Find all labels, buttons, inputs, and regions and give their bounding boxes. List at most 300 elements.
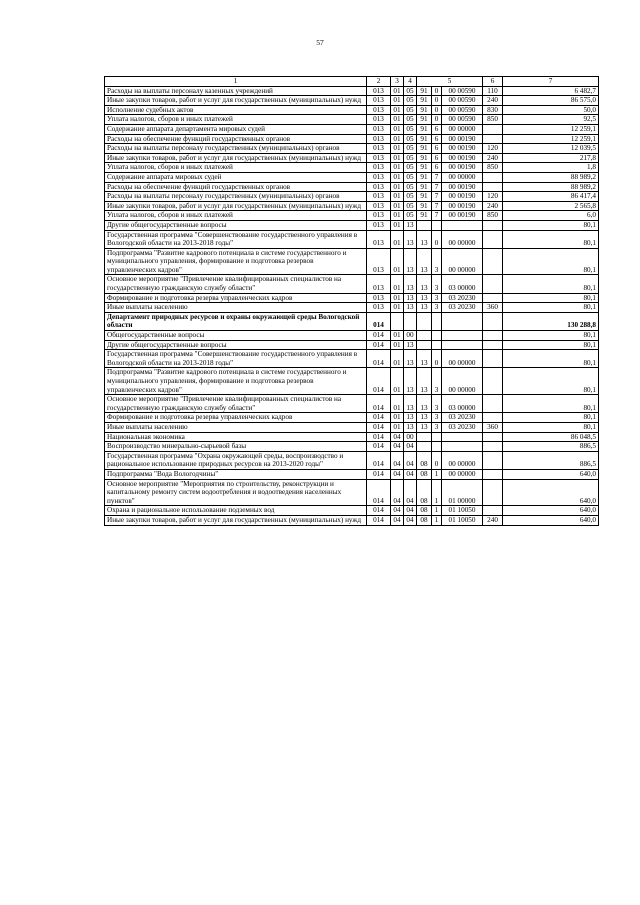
row-name: Государственная программа "Охрана окружающей среды, воспроизводство и рациональное использование природных ресурсов на 2013-2020 годы" — [105, 451, 367, 469]
row-name: Формирование и подготовка резерва управленческих кадров — [105, 413, 367, 423]
code-expense-type: 850 — [483, 211, 503, 221]
code-section: 04 — [391, 515, 404, 525]
code-expense-type: 360 — [483, 422, 503, 432]
code-subprogram: 1 — [432, 479, 442, 506]
code-subprogram: 7 — [432, 172, 442, 182]
code-section: 01 — [391, 422, 404, 432]
code-ministry: 014 — [367, 413, 391, 423]
code-section: 01 — [391, 124, 404, 134]
code-subsection: 05 — [404, 124, 417, 134]
table-row — [105, 182, 599, 192]
code-section: 01 — [391, 86, 404, 96]
code-subprogram: 6 — [432, 163, 442, 173]
code-subsection: 13 — [404, 248, 417, 275]
code-subsection: 05 — [404, 105, 417, 115]
code-item: 00 00000 — [442, 469, 483, 479]
code-subsection: 13 — [404, 230, 417, 248]
code-subprogram: 6 — [432, 134, 442, 144]
code-section: 01 — [391, 303, 404, 313]
code-subprogram: 3 — [432, 248, 442, 275]
code-ministry: 013 — [367, 105, 391, 115]
code-item — [442, 340, 483, 350]
code-program: 13 — [417, 395, 432, 413]
row-name: Общегосударственные вопросы — [105, 331, 367, 341]
code-program: 91 — [417, 86, 432, 96]
row-amount: 80,1 — [503, 395, 599, 413]
code-expense-type — [483, 124, 503, 134]
table-row — [105, 340, 599, 350]
header-cell: 2 — [367, 77, 391, 87]
code-item: 00 00000 — [442, 230, 483, 248]
row-amount: 86 575,0 — [503, 96, 599, 106]
code-expense-type — [483, 331, 503, 341]
row-name: Основное мероприятие "Привлечение квалифицированных специалистов на государственную гражданскую службу области" — [105, 395, 367, 413]
code-program: 08 — [417, 515, 432, 525]
code-section: 04 — [391, 432, 404, 442]
code-ministry: 014 — [367, 340, 391, 350]
header-cell: 1 — [105, 77, 367, 87]
code-subprogram: 0 — [432, 451, 442, 469]
code-section: 01 — [391, 293, 404, 303]
code-subprogram: 7 — [432, 201, 442, 211]
code-subsection: 04 — [404, 506, 417, 516]
code-program: 13 — [417, 293, 432, 303]
code-section: 01 — [391, 350, 404, 368]
code-expense-type: 240 — [483, 201, 503, 211]
code-subsection: 05 — [404, 153, 417, 163]
code-program: 13 — [417, 275, 432, 293]
header-cell: 4 — [404, 77, 417, 87]
code-subsection: 13 — [404, 275, 417, 293]
code-item: 00 00590 — [442, 86, 483, 96]
code-section: 01 — [391, 211, 404, 221]
header-cell: 5 — [417, 77, 483, 87]
row-name: Национальная экономика — [105, 432, 367, 442]
code-subsection: 05 — [404, 96, 417, 106]
row-name: Подпрограмма "Развитие кадрового потенциала в системе государственного и муниципального управления, формирование и подготовка резервов управленческих кадров" — [105, 368, 367, 395]
row-name: Департамент природных ресурсов и охраны окружающей среды Вологодской области — [105, 312, 367, 330]
code-section: 01 — [391, 182, 404, 192]
code-subsection: 04 — [404, 479, 417, 506]
table-row — [105, 413, 599, 423]
code-item — [442, 442, 483, 452]
code-ministry: 013 — [367, 96, 391, 106]
code-subprogram: 3 — [432, 303, 442, 313]
code-ministry: 013 — [367, 124, 391, 134]
code-ministry: 013 — [367, 220, 391, 230]
table-row — [105, 163, 599, 173]
code-section: 04 — [391, 442, 404, 452]
code-expense-type: 120 — [483, 144, 503, 154]
table-row — [105, 153, 599, 163]
code-ministry: 013 — [367, 248, 391, 275]
code-section: 04 — [391, 451, 404, 469]
code-subprogram: 6 — [432, 144, 442, 154]
code-subsection: 13 — [404, 303, 417, 313]
code-section: 01 — [391, 144, 404, 154]
code-subprogram: 7 — [432, 192, 442, 202]
code-ministry: 013 — [367, 86, 391, 96]
page-number: 57 — [316, 38, 324, 47]
row-amount: 86 417,4 — [503, 192, 599, 202]
code-subsection: 05 — [404, 163, 417, 173]
code-ministry: 014 — [367, 432, 391, 442]
row-amount: 6 482,7 — [503, 86, 599, 96]
row-amount: 12 259,1 — [503, 134, 599, 144]
table-row — [105, 201, 599, 211]
code-expense-type — [483, 432, 503, 442]
row-name: Расходы на выплаты персоналу государственных (муниципальных) органов — [105, 144, 367, 154]
row-name: Основное мероприятие "Мероприятия по строительству, реконструкции и капитальному ремонту систем водоотребления и водоотведения населенных пунктов" — [105, 479, 367, 506]
code-section: 01 — [391, 153, 404, 163]
code-subprogram — [432, 432, 442, 442]
row-name: Уплата налогов, сборов и иных платежей — [105, 163, 367, 173]
code-program — [417, 442, 432, 452]
row-amount: 1,8 — [503, 163, 599, 173]
code-subprogram: 0 — [432, 115, 442, 125]
row-amount: 50,0 — [503, 105, 599, 115]
code-section: 01 — [391, 96, 404, 106]
code-section: 01 — [391, 163, 404, 173]
code-ministry: 013 — [367, 293, 391, 303]
row-name: Иные выплаты населению — [105, 422, 367, 432]
table-row — [105, 506, 599, 516]
code-section: 01 — [391, 115, 404, 125]
row-name: Другие общегосударственные вопросы — [105, 220, 367, 230]
code-section: 01 — [391, 172, 404, 182]
row-name: Уплата налогов, сборов и иных платежей — [105, 211, 367, 221]
code-subsection: 05 — [404, 201, 417, 211]
code-program: 13 — [417, 413, 432, 423]
code-subsection: 04 — [404, 469, 417, 479]
code-expense-type — [483, 469, 503, 479]
code-ministry: 013 — [367, 230, 391, 248]
table-row — [105, 124, 599, 134]
code-ministry: 014 — [367, 422, 391, 432]
code-subprogram: 0 — [432, 230, 442, 248]
row-amount: 80,1 — [503, 293, 599, 303]
code-subsection: 13 — [404, 293, 417, 303]
code-expense-type — [483, 312, 503, 330]
header-cell: 6 — [483, 77, 503, 87]
row-amount: 86 048,5 — [503, 432, 599, 442]
row-amount: 88 989,2 — [503, 182, 599, 192]
code-expense-type — [483, 220, 503, 230]
code-item — [442, 312, 483, 330]
code-expense-type: 120 — [483, 192, 503, 202]
row-name: Расходы на обеспечение функций государственных органов — [105, 134, 367, 144]
table-row — [105, 192, 599, 202]
code-subsection: 05 — [404, 86, 417, 96]
code-section: 01 — [391, 340, 404, 350]
row-name: Подпрограмма "Развитие кадрового потенциала в системе государственного и муниципального управления, формирование и подготовка резервов управленческих кадров" — [105, 248, 367, 275]
row-amount: 80,1 — [503, 422, 599, 432]
code-expense-type: 830 — [483, 105, 503, 115]
table-row — [105, 144, 599, 154]
code-item: 00 00000 — [442, 350, 483, 368]
code-ministry: 013 — [367, 201, 391, 211]
code-ministry: 014 — [367, 515, 391, 525]
code-expense-type — [483, 248, 503, 275]
table-row — [105, 432, 599, 442]
code-subprogram — [432, 442, 442, 452]
row-amount: 80,1 — [503, 368, 599, 395]
code-section: 01 — [391, 368, 404, 395]
code-expense-type — [483, 506, 503, 516]
code-subprogram: 3 — [432, 395, 442, 413]
code-subprogram: 6 — [432, 153, 442, 163]
code-section: 01 — [391, 331, 404, 341]
code-expense-type: 110 — [483, 86, 503, 96]
code-subprogram — [432, 331, 442, 341]
code-expense-type — [483, 350, 503, 368]
code-program — [417, 331, 432, 341]
table-row — [105, 303, 599, 313]
code-program — [417, 432, 432, 442]
table-row — [105, 96, 599, 106]
table-row — [105, 86, 599, 96]
row-name: Расходы на выплаты персоналу государственных (муниципальных) органов — [105, 192, 367, 202]
code-subsection: 13 — [404, 368, 417, 395]
code-expense-type — [483, 172, 503, 182]
code-ministry: 013 — [367, 115, 391, 125]
code-subprogram — [432, 340, 442, 350]
row-name: Воспроизводство минерально-сырьевой базы — [105, 442, 367, 452]
code-section: 04 — [391, 506, 404, 516]
code-program: 08 — [417, 506, 432, 516]
code-section: 01 — [391, 230, 404, 248]
code-expense-type — [483, 413, 503, 423]
code-expense-type: 240 — [483, 153, 503, 163]
table-row — [105, 312, 599, 330]
code-item: 00 00190 — [442, 134, 483, 144]
code-subsection: 13 — [404, 422, 417, 432]
code-item: 00 00590 — [442, 115, 483, 125]
code-subsection: 13 — [404, 220, 417, 230]
code-program: 13 — [417, 248, 432, 275]
code-subsection: 13 — [404, 340, 417, 350]
code-program: 08 — [417, 469, 432, 479]
code-ministry: 014 — [367, 451, 391, 469]
code-ministry: 013 — [367, 211, 391, 221]
code-program: 13 — [417, 303, 432, 313]
table-row — [105, 293, 599, 303]
code-item: 00 00190 — [442, 144, 483, 154]
code-ministry: 014 — [367, 479, 391, 506]
code-ministry: 013 — [367, 172, 391, 182]
row-amount: 80,1 — [503, 275, 599, 293]
code-item: 03 20230 — [442, 422, 483, 432]
row-amount: 80,1 — [503, 303, 599, 313]
code-item: 00 00000 — [442, 248, 483, 275]
code-item: 00 00190 — [442, 153, 483, 163]
code-item: 00 00000 — [442, 451, 483, 469]
row-name: Содержание аппарата мировых судей — [105, 172, 367, 182]
code-item: 03 00000 — [442, 395, 483, 413]
table-row — [105, 331, 599, 341]
code-item: 03 20230 — [442, 303, 483, 313]
code-ministry: 014 — [367, 368, 391, 395]
code-program: 91 — [417, 192, 432, 202]
code-ministry: 014 — [367, 469, 391, 479]
row-amount: 88 989,2 — [503, 172, 599, 182]
code-program: 91 — [417, 182, 432, 192]
code-subsection: 04 — [404, 442, 417, 452]
row-name: Иные закупки товаров, работ и услуг для государственных (муниципальных) нужд — [105, 515, 367, 525]
code-ministry: 013 — [367, 163, 391, 173]
table-row — [105, 451, 599, 469]
row-name: Расходы на обеспечение функций государственных органов — [105, 182, 367, 192]
code-subsection: 04 — [404, 515, 417, 525]
code-item — [442, 220, 483, 230]
row-amount: 130 288,8 — [503, 312, 599, 330]
code-program: 91 — [417, 96, 432, 106]
code-item: 01 10050 — [442, 515, 483, 525]
code-subprogram: 7 — [432, 182, 442, 192]
row-amount: 640,0 — [503, 515, 599, 525]
code-program: 13 — [417, 368, 432, 395]
code-expense-type — [483, 275, 503, 293]
code-section: 01 — [391, 220, 404, 230]
row-name: Расходы на выплаты персоналу казенных учреждений — [105, 86, 367, 96]
row-amount: 12 039,5 — [503, 144, 599, 154]
code-subprogram: 1 — [432, 515, 442, 525]
code-ministry: 013 — [367, 134, 391, 144]
code-item: 01 00000 — [442, 479, 483, 506]
code-program: 91 — [417, 105, 432, 115]
row-amount: 80,1 — [503, 331, 599, 341]
code-ministry: 014 — [367, 442, 391, 452]
code-item: 00 00590 — [442, 105, 483, 115]
code-program — [417, 220, 432, 230]
code-item: 00 00000 — [442, 172, 483, 182]
row-name: Иные закупки товаров, работ и услуг для государственных (муниципальных) нужд — [105, 153, 367, 163]
code-subsection: 13 — [404, 395, 417, 413]
code-section: 04 — [391, 479, 404, 506]
row-amount: 80,1 — [503, 230, 599, 248]
code-item: 00 00190 — [442, 211, 483, 221]
row-amount: 80,1 — [503, 350, 599, 368]
code-subprogram: 3 — [432, 293, 442, 303]
code-program — [417, 340, 432, 350]
code-subprogram: 3 — [432, 413, 442, 423]
code-expense-type: 240 — [483, 515, 503, 525]
code-program: 13 — [417, 350, 432, 368]
code-subsection: 05 — [404, 192, 417, 202]
row-amount: 6,0 — [503, 211, 599, 221]
code-program: 91 — [417, 201, 432, 211]
row-name: Иные закупки товаров, работ и услуг для государственных (муниципальных) нужд — [105, 201, 367, 211]
code-subprogram: 6 — [432, 124, 442, 134]
code-subsection: 13 — [404, 413, 417, 423]
code-subsection — [404, 312, 417, 330]
code-program: 91 — [417, 172, 432, 182]
table-row — [105, 350, 599, 368]
code-program: 13 — [417, 422, 432, 432]
row-amount: 640,0 — [503, 506, 599, 516]
code-subsection: 05 — [404, 172, 417, 182]
code-expense-type: 240 — [483, 96, 503, 106]
row-amount: 80,1 — [503, 340, 599, 350]
row-amount: 886,5 — [503, 451, 599, 469]
row-amount: 12 259,1 — [503, 124, 599, 134]
code-expense-type — [483, 442, 503, 452]
code-subsection: 05 — [404, 144, 417, 154]
code-subprogram — [432, 312, 442, 330]
table-row — [105, 230, 599, 248]
row-name: Охрана и рациональное использование подземных вод — [105, 506, 367, 516]
code-item: 00 00190 — [442, 192, 483, 202]
code-program — [417, 312, 432, 330]
code-expense-type — [483, 293, 503, 303]
code-item: 03 00000 — [442, 275, 483, 293]
table-header-row — [105, 77, 599, 87]
row-amount: 80,1 — [503, 248, 599, 275]
code-program: 13 — [417, 230, 432, 248]
table-row — [105, 220, 599, 230]
row-name: Основное мероприятие "Привлечение квалифицированных специалистов на государственную гражданскую службу области" — [105, 275, 367, 293]
row-amount: 217,8 — [503, 153, 599, 163]
code-ministry: 014 — [367, 395, 391, 413]
row-name: Иные выплаты населению — [105, 303, 367, 313]
code-ministry: 013 — [367, 144, 391, 154]
code-ministry: 014 — [367, 331, 391, 341]
code-subprogram: 3 — [432, 368, 442, 395]
code-expense-type — [483, 479, 503, 506]
code-expense-type — [483, 134, 503, 144]
code-item: 00 00590 — [442, 96, 483, 106]
code-ministry: 013 — [367, 303, 391, 313]
code-ministry: 014 — [367, 350, 391, 368]
code-section: 01 — [391, 275, 404, 293]
code-subprogram: 0 — [432, 105, 442, 115]
code-subprogram: 0 — [432, 96, 442, 106]
row-amount: 640,0 — [503, 469, 599, 479]
code-expense-type: 850 — [483, 115, 503, 125]
code-expense-type — [483, 368, 503, 395]
row-name: Другие общегосударственные вопросы — [105, 340, 367, 350]
code-subprogram: 3 — [432, 422, 442, 432]
row-name: Содержание аппарата департамента мировых судей — [105, 124, 367, 134]
code-ministry: 013 — [367, 153, 391, 163]
row-amount: 886,5 — [503, 442, 599, 452]
code-expense-type: 360 — [483, 303, 503, 313]
table-row — [105, 248, 599, 275]
code-section: 01 — [391, 413, 404, 423]
code-item: 00 00000 — [442, 124, 483, 134]
code-section: 01 — [391, 395, 404, 413]
table-row — [105, 134, 599, 144]
code-expense-type — [483, 182, 503, 192]
code-section: 01 — [391, 105, 404, 115]
code-section — [391, 312, 404, 330]
code-subsection: 13 — [404, 350, 417, 368]
code-expense-type — [483, 451, 503, 469]
table-row — [105, 275, 599, 293]
code-subprogram — [432, 220, 442, 230]
code-program: 91 — [417, 134, 432, 144]
row-name: Подпрограмма "Вода Вологодчины" — [105, 469, 367, 479]
code-program: 91 — [417, 211, 432, 221]
code-subprogram: 1 — [432, 506, 442, 516]
table-row — [105, 515, 599, 525]
code-program: 91 — [417, 115, 432, 125]
code-subprogram: 1 — [432, 469, 442, 479]
row-amount: 80,1 — [503, 220, 599, 230]
row-name: Уплата налогов, сборов и иных платежей — [105, 115, 367, 125]
code-expense-type — [483, 395, 503, 413]
table-row — [105, 395, 599, 413]
